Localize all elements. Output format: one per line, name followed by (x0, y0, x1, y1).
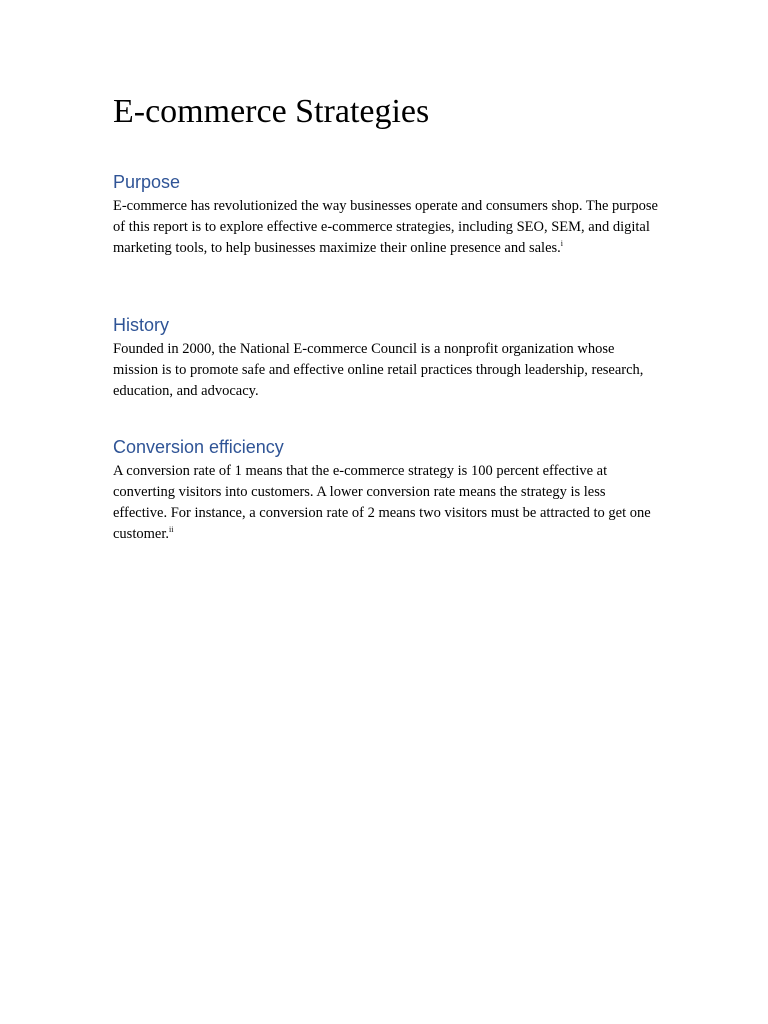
endnote-reference[interactable]: ii (168, 525, 174, 535)
endnote-reference[interactable]: i (560, 239, 564, 249)
paragraph-text: A conversion rate of 1 means that the e-commerce strategy is 100 percent effective at converting visitors into customers. A lower conversion rate means the strategy is less effective. For instance, a conversion rate of 2 means two visitors must be attracted to get one customer. (113, 463, 651, 542)
paragraph-text: E-commerce has revolutionized the way businesses operate and consumers shop. The purpose of this report is to explore effective e-commerce strategies, including SEO, SEM, and digital marketing tools, to help businesses maximize their online presence and sales. (113, 198, 658, 256)
section-heading-history: History (113, 315, 170, 335)
section-body-conversion-efficiency (113, 461, 658, 545)
section-heading-conversion-efficiency: Conversion efficiency (113, 437, 284, 457)
section-heading-purpose: Purpose (113, 172, 181, 192)
paragraph-text: Founded in 2000, the National E-commerce Council is a nonprofit organization whose mission is to promote safe and effective online retail practices through leadership, research, education, and advocacy. (113, 341, 644, 399)
section-purpose (113, 170, 658, 259)
section-body-history (113, 339, 658, 402)
document-title: E-commerce Strategies (113, 93, 430, 130)
section-body-purpose (113, 196, 658, 259)
section-history (113, 313, 658, 402)
section-conversion-efficiency (113, 435, 658, 545)
